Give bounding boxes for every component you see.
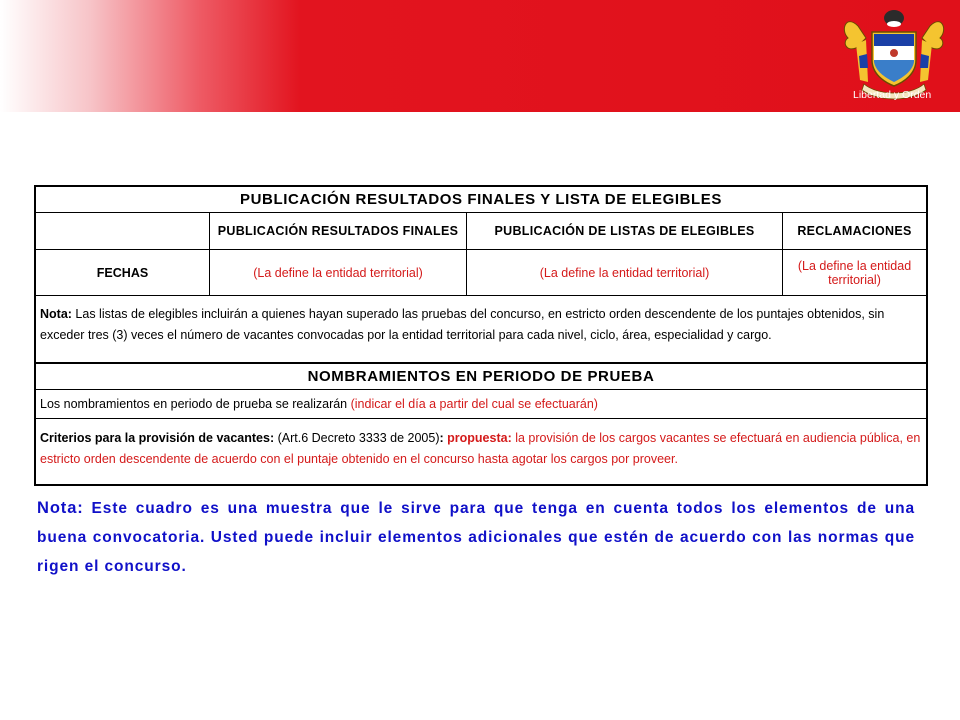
criterios-label: Criterios para la provisión de vacantes: bbox=[40, 431, 278, 445]
nombramientos-row bbox=[36, 390, 926, 419]
nota-elegibles bbox=[36, 296, 926, 364]
footer-note-label: Nota: bbox=[37, 499, 84, 517]
fechas-label: FECHAS bbox=[96, 265, 149, 280]
propuesta-label: propuesta: bbox=[447, 431, 512, 445]
fechas-row bbox=[36, 250, 926, 296]
nota-elegibles-text: Las listas de elegibles incluirán a quienes hayan superado las pruebas del concurso, en estricto orden descendente de los puntajes obtenidos, sin exceder tres (3) veces el número de vacantes convocadas por la entidad territorial para cada nivel, ciclo, área, especialidad y cargo. bbox=[40, 307, 885, 342]
section-title-nombramientos: NOMBRAMIENTOS EN PERIODO DE PRUEBA bbox=[36, 364, 926, 390]
nota-elegibles-label: Nota: bbox=[40, 307, 72, 321]
header-cell-empty bbox=[36, 213, 209, 249]
header-cell-resultados: PUBLICACIÓN RESULTADOS FINALES bbox=[209, 213, 466, 249]
criterios-colon: : bbox=[439, 431, 448, 445]
criterios-ref: (Art.6 Decreto 3333 de 2005) bbox=[277, 431, 440, 445]
nombramientos-text: Los nombramientos en periodo de prueba se realizarán bbox=[40, 397, 351, 411]
criterios-row bbox=[36, 419, 926, 484]
motto-text: Libertad y Orden bbox=[853, 89, 932, 101]
header-cell-reclamaciones: RECLAMACIONES bbox=[782, 213, 926, 249]
convocatoria-table bbox=[34, 185, 928, 486]
footer-note bbox=[37, 494, 915, 581]
footer-note-text: Este cuadro es una muestra que le sirve para que tenga en cuenta todos los elementos de una buena convocatoria. Usted puede incluir elementos adicionales que estén de acuerdo con las normas que rigen el concurso. bbox=[37, 500, 915, 575]
table-header-row bbox=[36, 213, 926, 250]
section-title-publicacion: PUBLICACIÓN RESULTADOS FINALES Y LISTA DE ELEGIBLES bbox=[36, 187, 926, 213]
fechas-cell-resultados: (La define la entidad territorial) bbox=[209, 250, 466, 295]
fechas-cell-reclamaciones: (La define la entidad territorial) bbox=[782, 250, 926, 295]
header-banner bbox=[0, 0, 960, 112]
header-cell-listas: PUBLICACIÓN DE LISTAS DE ELEGIBLES bbox=[466, 213, 782, 249]
fechas-cell-listas: (La define la entidad territorial) bbox=[466, 250, 782, 295]
propuesta-text: la provisión de los cargos vacantes se efectuará en audiencia pública, en estricto orden descendente de acuerdo con el puntaje obtenido en el concurso hasta agotar los cargos por proveer. bbox=[40, 431, 921, 466]
nombramientos-red-text: (indicar el día a partir del cual se efectuarán) bbox=[350, 397, 598, 411]
